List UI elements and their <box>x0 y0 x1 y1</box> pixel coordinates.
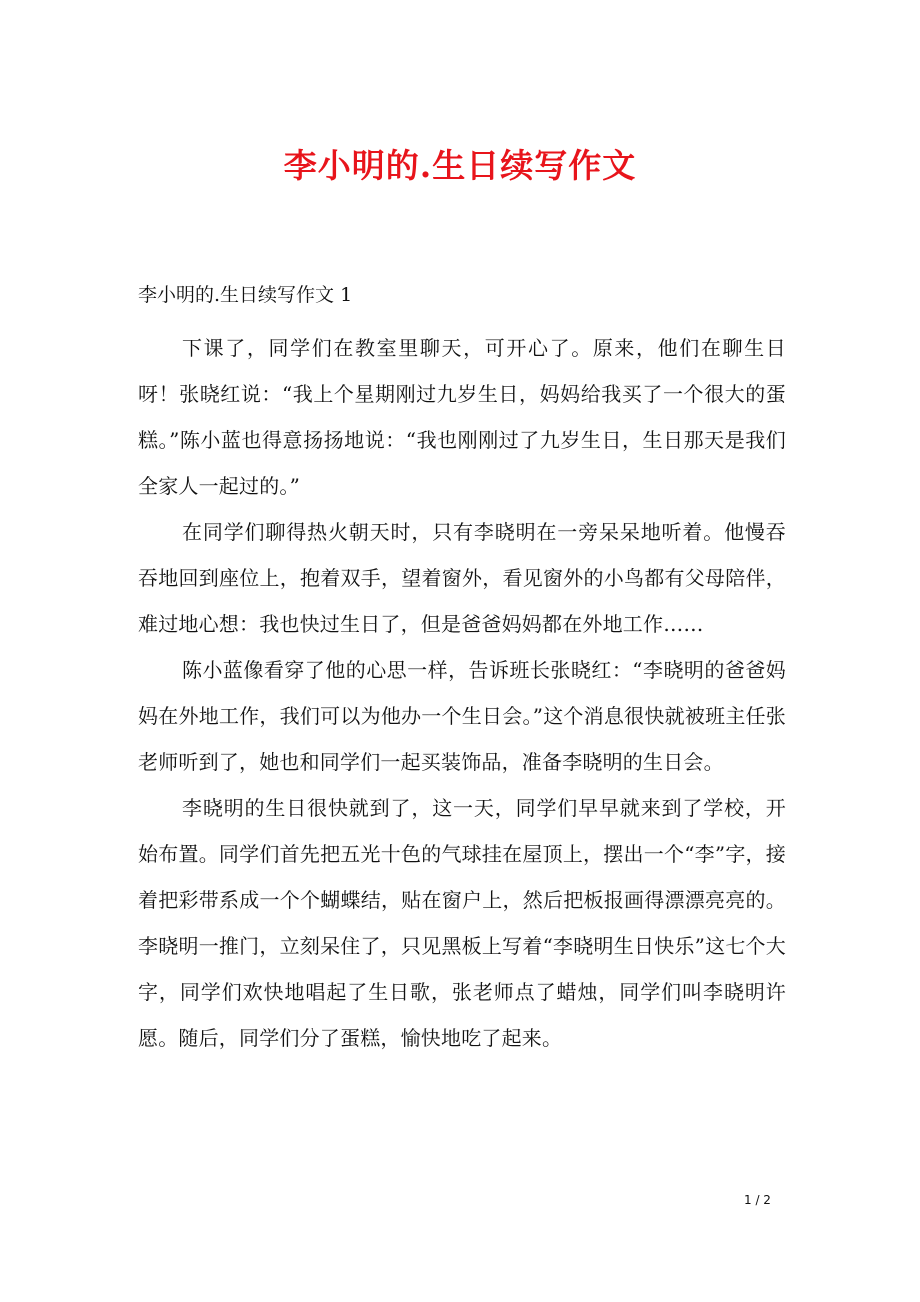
article-body <box>138 325 786 1061</box>
paragraph-2: 在同学们聊得热火朝天时，只有李晓明在一旁呆呆地听着。他慢吞吞地回到座位上，抱着双手，望着窗外，看见窗外的小鸟都有父母陪伴，难过地心想：我也快过生日了，但是爸爸妈妈都在外地工作…… <box>138 520 786 636</box>
paragraph-1: 下课了，同学们在教室里聊天，可开心了。原来，他们在聊生日呀！张晓红说：“我上个星期刚过九岁生日，妈妈给我买了一个很大的蛋糕。”陈小蓝也得意扬扬地说：“我也刚刚过了九岁生日，生日那天是我们全家人一起过的。” <box>138 336 786 498</box>
paragraph-3: 陈小蓝像看穿了他的心思一样，告诉班长张晓红：“李晓明的爸爸妈妈在外地工作，我们可以为他办一个生日会。”这个消息很快就被班主任张老师听到了，她也和同学们一起买装饰品，准备李晓明的生日会。 <box>138 658 786 774</box>
paragraph-4: 李晓明的生日很快就到了，这一天，同学们早早就来到了学校，开始布置。同学们首先把五光十色的气球挂在屋顶上，摆出一个“李”字，接着把彩带系成一个个蝴蝶结，贴在窗户上，然后把板报画得漂漂亮亮的。李晓明一推门，立刻呆住了，只见黑板上写着“李晓明生日快乐”这七个大字，同学们欢快地唱起了生日歌，张老师点了蜡烛，同学们叫李晓明许愿。随后，同学们分了蛋糕，愉快地吃了起来。 <box>138 796 786 1050</box>
document-title: 李小明的.生日续写作文 <box>283 146 637 185</box>
section-heading: 李小明的.生日续写作文 1 <box>138 284 353 306</box>
page-number: 1 / 2 <box>744 1193 771 1207</box>
